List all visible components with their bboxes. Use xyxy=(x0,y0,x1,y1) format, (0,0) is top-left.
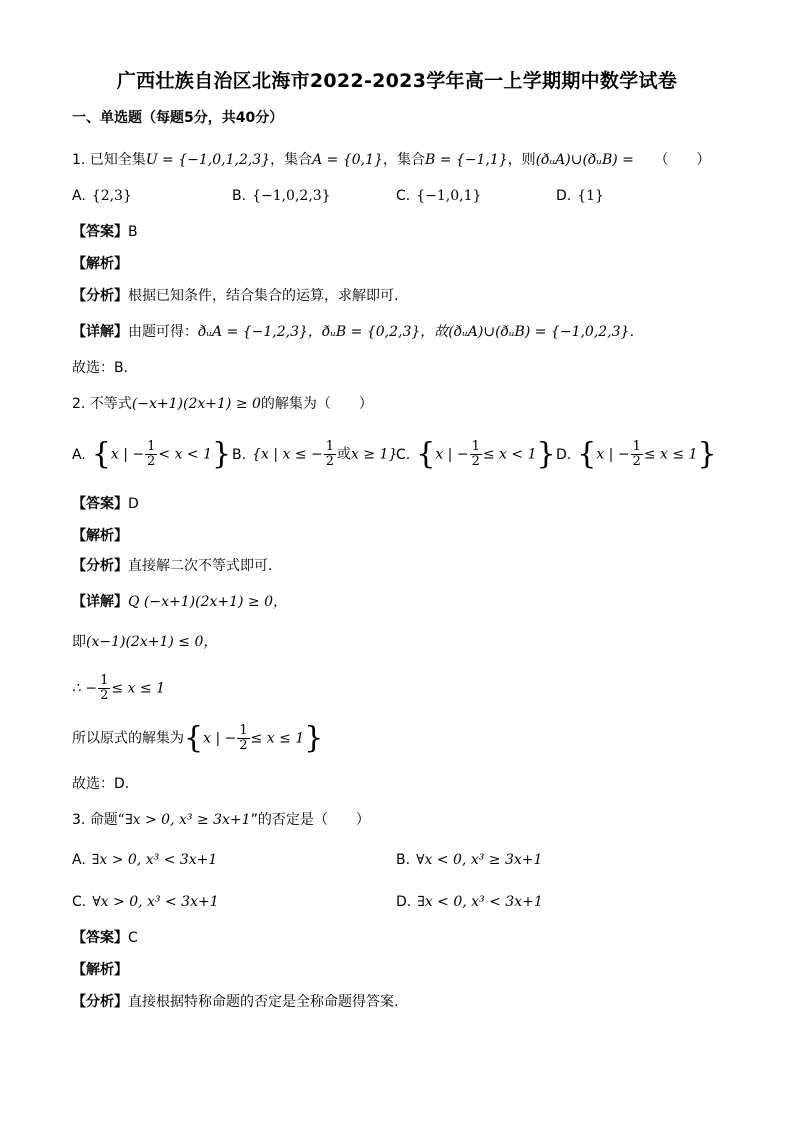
q3-answer: 【答案】C xyxy=(72,930,138,946)
q3-option-a: A. ∃x > 0, x³ < 3x+1 xyxy=(72,852,218,868)
q2-step-4: 所以原式的解集为{x | − $\frac{1}{2}$ ≤ x ≤ 1} xyxy=(72,720,324,756)
q1-option-b: B. {−1,0,2,3} xyxy=(232,188,331,204)
q1-analysis-tag: 【解析】 xyxy=(72,256,128,272)
q1-xiangjie: 【详解】由题可得：ðᵤA = {−1,2,3}，ðᵤB = {0,2,3}，故(ðᵤA)∪(ðᵤB) = {−1,0,2,3}． xyxy=(72,324,644,340)
q1-choose: 故选：B． xyxy=(72,360,138,376)
q1-option-c: C. {−1,0,1} xyxy=(396,188,482,204)
q2-option-c: C. {x | − $\frac{1}{2}$ ≤ x < 1} xyxy=(396,436,556,472)
set-a: A = {0,1} xyxy=(312,152,383,168)
section-heading: 一、单选题（每题5分，共40分） xyxy=(72,110,284,126)
q3-option-b: B. ∀x < 0, x³ ≥ 3x+1 xyxy=(396,852,543,868)
q3-analysis-tag: 【解析】 xyxy=(72,962,128,978)
q2-option-a: A. {x | − $\frac{1}{2}$ < x < 1} xyxy=(72,436,232,472)
q2-step-2: 即(x−1)(2x+1) ≤ 0， xyxy=(72,634,218,650)
q2-answer: 【答案】D xyxy=(72,496,139,512)
question-3-stem: 3. 命题“∃x > 0, x³ ≥ 3x+1”的否定是（ ） xyxy=(72,812,370,828)
q3-option-d: D. ∃x < 0, x³ < 3x+1 xyxy=(396,894,543,910)
q3-fenxi: 【分析】直接根据特称命题的否定是全称命题得答案. xyxy=(72,994,399,1010)
q1-answer: 【答案】B xyxy=(72,224,138,240)
question-2-stem: 2. 不等式(−x+1)(2x+1) ≥ 0的解集为（ ） xyxy=(72,396,373,412)
question-1-stem: 1. 已知全集U = {−1,0,1,2,3}，集合A = {0,1}，集合B = {−1,1}，则(ðᵤA)∪(ðᵤB) = （ ） xyxy=(72,152,711,168)
q2-xiangjie: 【详解】Q (−x+1)(2x+1) ≥ 0， xyxy=(72,594,288,610)
q2-choose: 故选：D. xyxy=(72,776,130,792)
q1-option-a: A. {2,3} xyxy=(72,188,132,204)
page-title: 广西壮族自治区北海市2022-2023学年高一上学期期中数学试卷 xyxy=(116,70,678,92)
q1-fenxi: 【分析】根据已知条件，结合集合的运算，求解即可. xyxy=(72,288,399,304)
set-b: B = {−1,1} xyxy=(424,152,508,168)
q2-option-b: B. {x | x ≤ − $\frac{1}{2}$ 或x ≥ 1} xyxy=(232,439,398,469)
answer-paren: （ ） xyxy=(654,152,711,168)
set-u: U = {−1,0,1,2,3} xyxy=(145,152,271,168)
q2-step-3: ∴ − $\frac{1}{2}$ ≤ x ≤ 1 xyxy=(72,673,165,703)
q3-option-c: C. ∀x > 0, x³ < 3x+1 xyxy=(72,894,219,910)
q1-option-d: D. {1} xyxy=(556,188,604,204)
q2-fenxi: 【分析】直接解二次不等式即可. xyxy=(72,558,273,574)
q1-expression: (ðᵤA)∪(ðᵤB) = xyxy=(535,152,634,168)
q2-option-d: D. {x | − $\frac{1}{2}$ ≤ x ≤ 1} xyxy=(556,436,717,472)
q2-analysis-tag: 【解析】 xyxy=(72,528,128,544)
